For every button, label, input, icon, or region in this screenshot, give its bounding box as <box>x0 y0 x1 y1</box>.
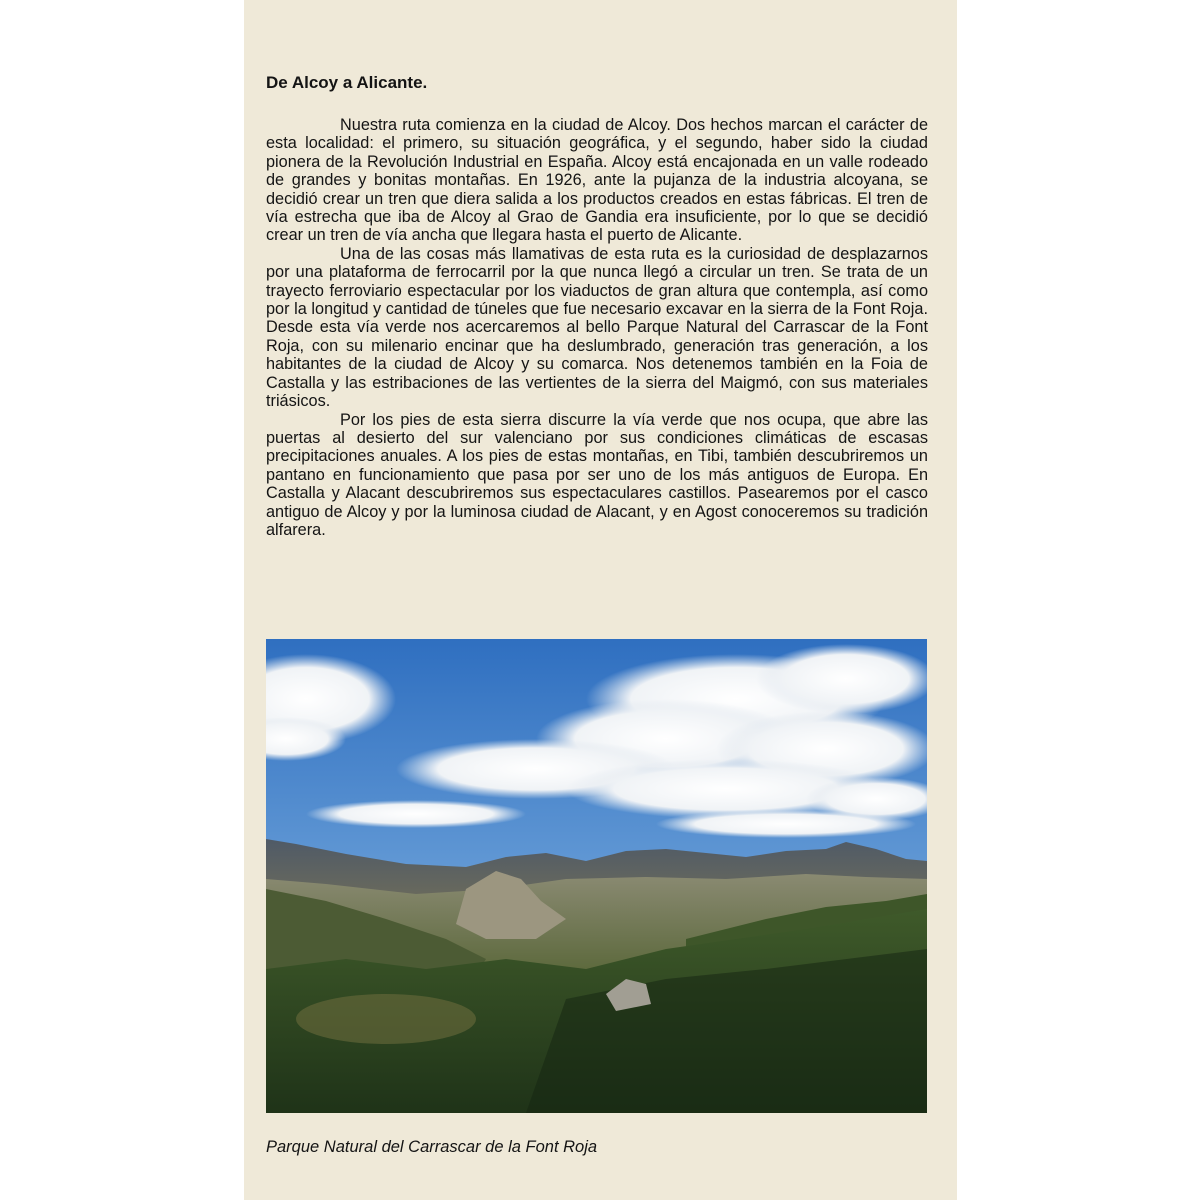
document-body <box>266 72 928 539</box>
document-page <box>244 0 957 1200</box>
clearing <box>296 994 476 1044</box>
photo-caption: Parque Natural del Carrascar de la Font Roja <box>266 1138 598 1156</box>
document-title: De Alcoy a Alicante. <box>266 73 428 92</box>
paragraph-1: Nuestra ruta comienza en la ciudad de Alcoy. Dos hechos marcan el carácter de esta localidad: el primero, su situación geográfica, y el segundo, haber sido la ciudad pionera de la Revolución Industrial en España. Alcoy está encajonada en un valle rodeado de grandes y bonitas montañas. En 1926, ante la pujanza de la industria alcoyana, se decidió crear un tren que diera salida a los productos creados en estas fábricas. El tren de vía estrecha que iba de Alcoy al Grao de Gandia era insuficiente, por lo que se decidió crear un tren de vía ancha que llegara hasta el puerto de Alicante. <box>266 116 928 245</box>
paragraph-2: Una de las cosas más llamativas de esta ruta es la curiosidad de desplazarnos por una plataforma de ferrocarril por la que nunca llegó a circular un tren. Se trata de un trayecto ferroviario espectacular por los viaductos de gran altura que contempla, así como por la longitud y cantidad de túneles que fue necesario excavar en la sierra de la Font Roja. Desde esta vía verde nos acercaremos al bello Parque Natural del Carrascar de la Font Roja, con su milenario encinar que ha deslumbrado, generación tras generación, a los habitantes de la ciudad de Alcoy y su comarca. Nos detenemos también en la Foia de Castalla y las estribaciones de las vertientes de la sierra del Maigmó, con sus materiales triásicos. <box>266 244 928 411</box>
paragraph-3: Por los pies de esta sierra discurre la vía verde que nos ocupa, que abre las puertas al desierto del sur valenciano por sus condiciones climáticas de escasas precipitaciones anuales. A los pies de estas montañas, en Tibi, también descubriremos un pantano en funcionamiento que pasa por ser uno de los más antiguos de Europa. En Castalla y Alacant descubriremos sus espectaculares castillos. Pasearemos por el casco antiguo de Alcoy y por la luminosa ciudad de Alacant, y en Agost conoceremos su tradición alfarera. <box>266 410 928 539</box>
landscape-photo <box>266 639 927 1113</box>
